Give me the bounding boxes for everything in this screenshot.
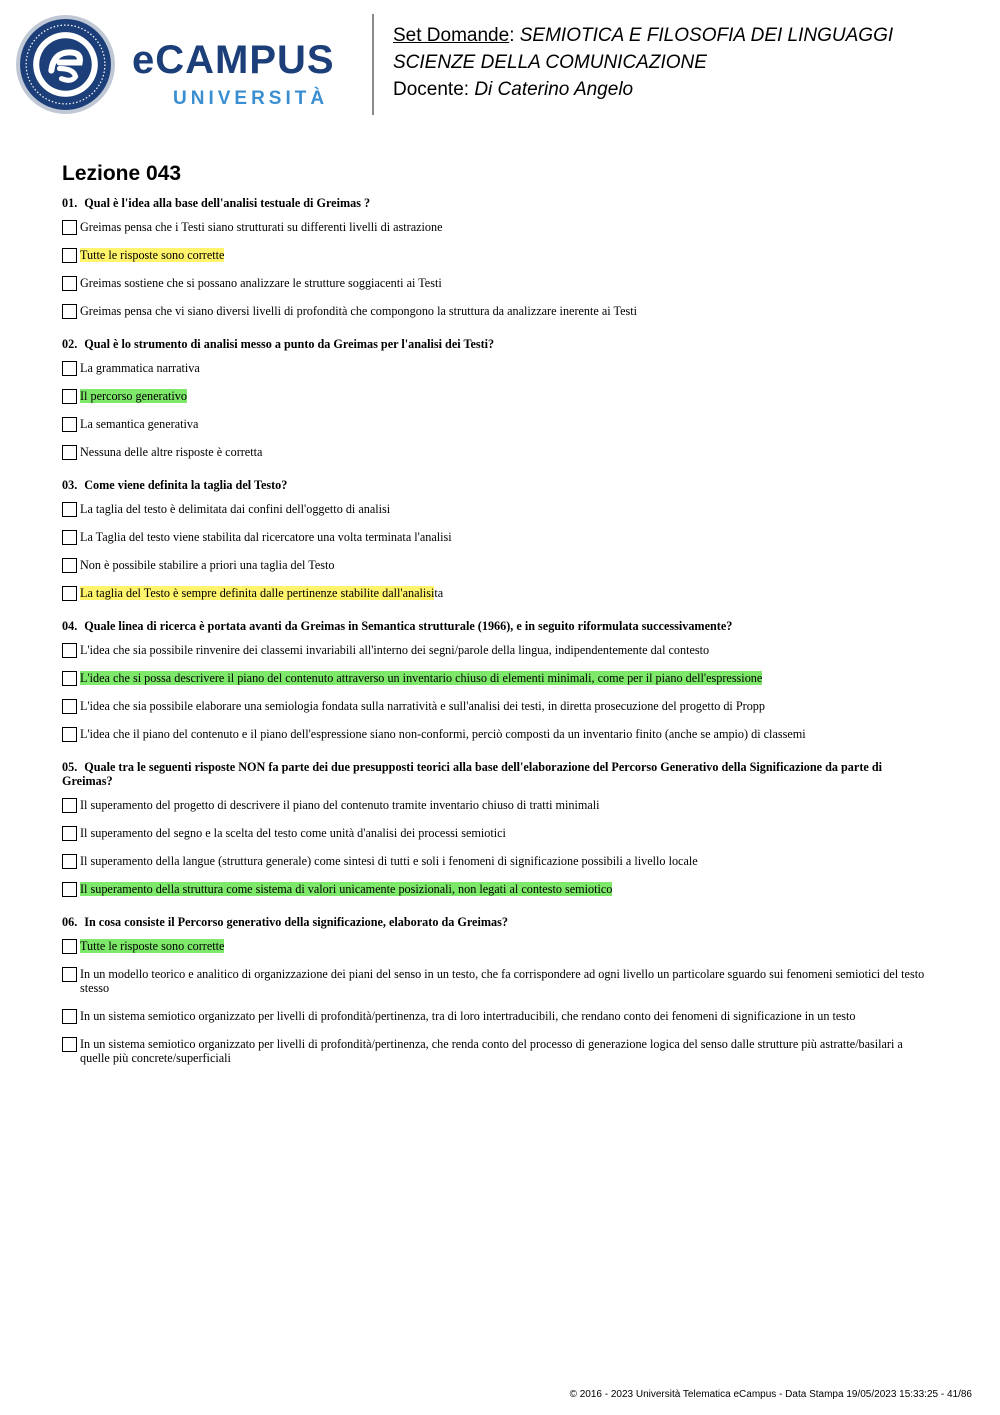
answer-text: L'idea che sia possibile elaborare una semiologia fondata sulla narratività e sull'analisi dei testi, in diretta prosecuzione del progetto di Propp bbox=[80, 699, 765, 713]
question-label: Quale linea di ricerca è portata avanti da Greimas in Semantica strutturale (1966), e in seguito riformulata successivamente? bbox=[84, 619, 733, 633]
answer-text: L'idea che si possa descrivere il piano del contenuto attraverso un inventario chiuso di elementi minimali, come per il piano dell'espressione bbox=[80, 671, 763, 685]
answer-text: Il superamento della struttura come sistema di valori unicamente posizionali, non legati al contesto semiotico bbox=[80, 882, 613, 896]
answer-checkbox[interactable] bbox=[62, 586, 77, 601]
answer-option[interactable] bbox=[62, 417, 932, 431]
answer-text: Il percorso generativo bbox=[80, 389, 187, 403]
answer-option[interactable] bbox=[62, 671, 932, 685]
course-line-1: Set Domande: SEMIOTICA E FILOSOFIA DEI LINGUAGGI bbox=[393, 25, 894, 46]
question-number: 05. bbox=[62, 760, 78, 774]
answer-text: Greimas sostiene che si possano analizzare le strutture soggiacenti ai Testi bbox=[80, 276, 442, 290]
answer-text: Greimas pensa che vi siano diversi livelli di profondità che compongono la struttura da analizzare inerente ai Testi bbox=[80, 304, 637, 318]
answer-checkbox[interactable] bbox=[62, 1037, 77, 1052]
page-header bbox=[0, 0, 1000, 130]
lesson-title: Lezione 043 bbox=[62, 162, 182, 185]
header-divider bbox=[372, 14, 374, 115]
answer-checkbox[interactable] bbox=[62, 699, 77, 714]
answer-checkbox[interactable] bbox=[62, 417, 77, 432]
answer-option[interactable] bbox=[62, 304, 932, 318]
answer-option[interactable] bbox=[62, 445, 932, 459]
question-text bbox=[62, 915, 932, 929]
answer-text: In un modello teorico e analitico di organizzazione dei piani del senso in un testo, che fa corrispondere ad ogni livello un particolare sguardo sui fenomeni semiotici del testo stesso bbox=[80, 967, 925, 995]
answer-option[interactable] bbox=[62, 882, 932, 896]
question-number: 03. bbox=[62, 478, 78, 492]
ecampus-logo-wordmark: eCAMPUS bbox=[132, 38, 335, 82]
question-text bbox=[62, 619, 932, 633]
question-label: In cosa consiste il Percorso generativo della significazione, elaborato da Greimas? bbox=[84, 915, 508, 929]
answer-checkbox[interactable] bbox=[62, 854, 77, 869]
answer-text: La Taglia del testo viene stabilita dal ricercatore una volta terminata l'analisi bbox=[80, 530, 452, 544]
answer-text: Greimas pensa che i Testi siano strutturati su differenti livelli di astrazione bbox=[80, 220, 443, 234]
answer-checkbox[interactable] bbox=[62, 727, 77, 742]
answer-checkbox[interactable] bbox=[62, 798, 77, 813]
answer-option[interactable] bbox=[62, 826, 932, 840]
answer-checkbox[interactable] bbox=[62, 671, 77, 686]
course-degree: SCIENZE DELLA COMUNICAZIONE bbox=[393, 52, 707, 73]
teacher-name: Di Caterino Angelo bbox=[474, 79, 634, 100]
answer-checkbox[interactable] bbox=[62, 220, 77, 235]
answer-option[interactable] bbox=[62, 643, 932, 657]
answer-text: La semantica generativa bbox=[80, 417, 199, 431]
answer-option[interactable] bbox=[62, 939, 932, 953]
answer-checkbox[interactable] bbox=[62, 445, 77, 460]
answer-text: L'idea che sia possibile rinvenire dei classemi invariabili all'interno dei segni/parole della lingua, indipendentemente dal contesto bbox=[80, 643, 710, 657]
answer-option[interactable] bbox=[62, 798, 932, 812]
answer-option[interactable] bbox=[62, 361, 932, 375]
question-block bbox=[62, 337, 932, 459]
answer-checkbox[interactable] bbox=[62, 530, 77, 545]
answer-text: Nessuna delle altre risposte è corretta bbox=[80, 445, 263, 459]
answer-text: L'idea che il piano del contenuto e il piano dell'espressione siano non-conformi, perciò composti da un inventario finito (anche se ampio) di classemi bbox=[80, 727, 806, 741]
set-label: Set Domande bbox=[393, 25, 510, 46]
ecampus-seal-logo-icon bbox=[15, 14, 116, 115]
answer-checkbox[interactable] bbox=[62, 643, 77, 658]
answer-text: La taglia del testo è delimitata dai confini dell'oggetto di analisi bbox=[80, 502, 391, 516]
question-block bbox=[62, 478, 932, 600]
answer-text: Il superamento della langue (struttura generale) come sintesi di tutti e soli i fenomeni di significazione possibili a livello locale bbox=[80, 854, 698, 868]
answer-checkbox[interactable] bbox=[62, 1009, 77, 1024]
answer-checkbox[interactable] bbox=[62, 939, 77, 954]
answer-text: Non è possibile stabilire a priori una taglia del Testo bbox=[80, 558, 335, 572]
answer-checkbox[interactable] bbox=[62, 361, 77, 376]
answer-option[interactable] bbox=[62, 502, 932, 516]
answer-option[interactable] bbox=[62, 248, 932, 262]
answer-checkbox[interactable] bbox=[62, 826, 77, 841]
question-label: Come viene definita la taglia del Testo? bbox=[84, 478, 288, 492]
answer-text: In un sistema semiotico organizzato per livelli di profondità/pertinenza, che renda conto del processo di generazione logica del senso dalle strutture più astratte/basilari a quelle più concrete/superficiali bbox=[80, 1037, 903, 1065]
question-text bbox=[62, 760, 932, 788]
page-footer: © 2016 - 2023 Università Telematica eCampus - Data Stampa 19/05/2023 15:33:25 - 41/86 bbox=[569, 1389, 972, 1400]
answer-option[interactable] bbox=[62, 558, 932, 572]
answer-option[interactable] bbox=[62, 586, 932, 600]
question-text bbox=[62, 478, 932, 492]
answer-option[interactable] bbox=[62, 1037, 932, 1065]
answer-text: La grammatica narrativa bbox=[80, 361, 200, 375]
question-block bbox=[62, 760, 932, 896]
answer-text: Il superamento del progetto di descrivere il piano del contenuto tramite inventario chiuso di tratti minimali bbox=[80, 798, 600, 812]
answer-option[interactable] bbox=[62, 220, 932, 234]
ecampus-logo-subtitle: UNIVERSITÀ bbox=[173, 88, 329, 109]
answer-checkbox[interactable] bbox=[62, 967, 77, 982]
answer-checkbox[interactable] bbox=[62, 882, 77, 897]
question-number: 04. bbox=[62, 619, 78, 633]
course-info bbox=[393, 22, 893, 103]
question-label: Quale tra le seguenti risposte NON fa parte dei due presupposti teorici alla base dell'elaborazione del Percorso Generativo della Significazione da parte di Greimas? bbox=[62, 760, 882, 788]
answer-checkbox[interactable] bbox=[62, 276, 77, 291]
answer-checkbox[interactable] bbox=[62, 558, 77, 573]
question-label: Qual è lo strumento di analisi messo a punto da Greimas per l'analisi dei Testi? bbox=[84, 337, 495, 351]
answer-option[interactable] bbox=[62, 389, 932, 403]
question-number: 06. bbox=[62, 915, 78, 929]
answer-checkbox[interactable] bbox=[62, 304, 77, 319]
question-text bbox=[62, 196, 932, 210]
question-block bbox=[62, 915, 932, 1065]
answer-checkbox[interactable] bbox=[62, 248, 77, 263]
teacher-line bbox=[393, 76, 893, 103]
question-number: 02. bbox=[62, 337, 78, 351]
answer-text: Tutte le risposte sono corrette bbox=[80, 939, 225, 953]
answer-text: Tutte le risposte sono corrette bbox=[80, 248, 225, 262]
answer-text: In un sistema semiotico organizzato per livelli di profondità/pertinenza, tra di loro intertraducibili, che rendano conto dei fenomeni di significazione in un testo bbox=[80, 1009, 856, 1023]
question-label: Qual è l'idea alla base dell'analisi testuale di Greimas ? bbox=[84, 196, 371, 210]
question-list bbox=[62, 196, 932, 1065]
course-name: SEMIOTICA E FILOSOFIA DEI LINGUAGGI bbox=[519, 25, 894, 46]
answer-text: La taglia del Testo è sempre definita dalle pertinenze stabilite dall'analisi bbox=[80, 586, 435, 600]
teacher-label: Docente: bbox=[393, 79, 470, 100]
question-number: 01. bbox=[62, 196, 78, 210]
answer-text-suffix: ta bbox=[434, 586, 444, 600]
answer-checkbox[interactable] bbox=[62, 502, 77, 517]
questions-content bbox=[62, 160, 932, 1084]
question-block bbox=[62, 619, 932, 741]
answer-option[interactable] bbox=[62, 854, 932, 868]
answer-option[interactable] bbox=[62, 699, 932, 713]
answer-text: Il superamento del segno e la scelta del testo come unità d'analisi dei processi semiotici bbox=[80, 826, 506, 840]
answer-checkbox[interactable] bbox=[62, 389, 77, 404]
answer-option[interactable] bbox=[62, 727, 932, 741]
answer-option[interactable] bbox=[62, 276, 932, 290]
answer-option[interactable] bbox=[62, 530, 932, 544]
question-block bbox=[62, 196, 932, 318]
question-text bbox=[62, 337, 932, 351]
answer-option[interactable] bbox=[62, 967, 932, 995]
answer-option[interactable] bbox=[62, 1009, 932, 1023]
